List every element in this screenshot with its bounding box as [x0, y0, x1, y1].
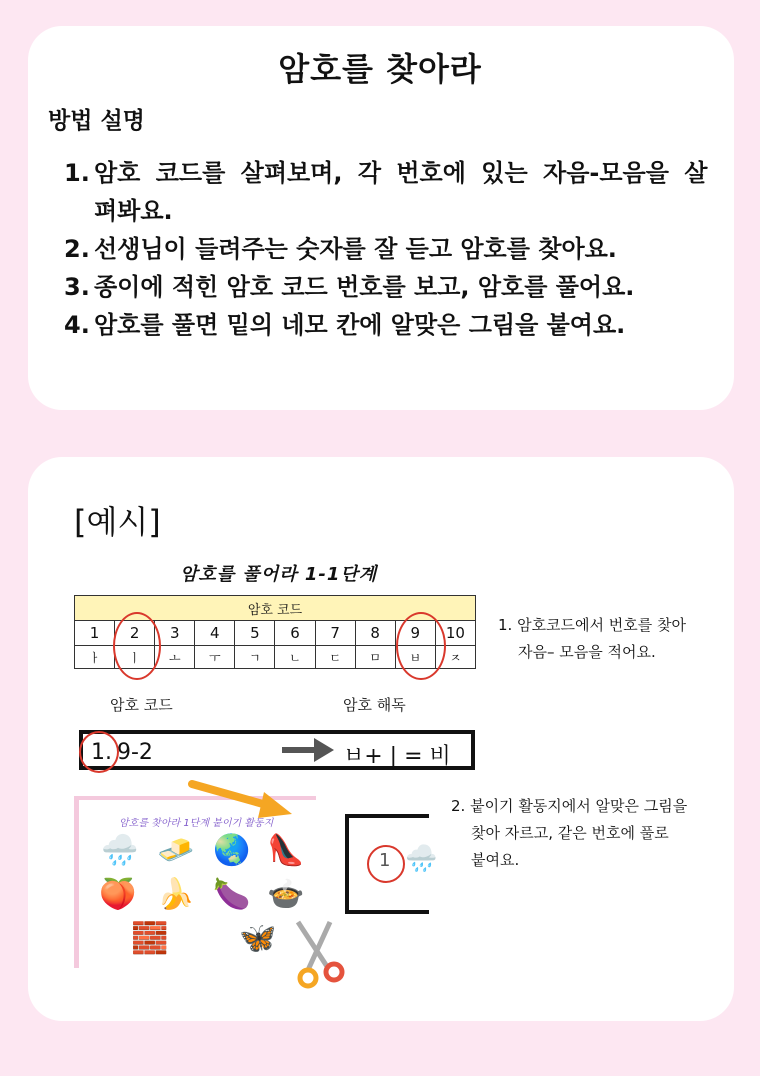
note-line: 붙여요.	[471, 851, 520, 869]
high-heel-icon: 👠	[267, 833, 305, 868]
steps-list	[64, 154, 724, 344]
banana-icon: 🍌	[157, 877, 195, 912]
gray-arrow-icon	[280, 735, 336, 765]
butterfly-icon: 🦋	[239, 921, 277, 956]
step-number: 4.	[64, 311, 90, 339]
rain-cloud-icon: 🌧️	[101, 833, 139, 868]
note-line: 1. 암호코드에서 번호를 찾아	[498, 616, 687, 634]
code-number: 3	[155, 621, 195, 646]
highlight-circle-9	[396, 612, 446, 680]
code-number: 7	[315, 621, 355, 646]
tofu-icon: 🧈	[157, 833, 195, 868]
code-jamo: ㅜ	[195, 646, 235, 669]
step-number: 2.	[64, 235, 90, 263]
example-label: [예시]	[74, 503, 161, 541]
eggplant-icon: 🍆	[213, 877, 251, 912]
example-code: 9-2	[117, 740, 153, 765]
note-line: 2. 붙이기 활동지에서 알맞은 그림을	[451, 797, 688, 815]
highlight-circle-example	[79, 731, 119, 773]
note-1	[498, 612, 686, 666]
rain-cloud-icon: 🌧️	[405, 844, 438, 874]
brick-icon: 🧱	[131, 921, 169, 956]
box-number: 1	[379, 850, 391, 871]
code-jamo: ㅈ	[435, 646, 475, 669]
code-number: 9	[395, 621, 435, 646]
method-heading: 방법 설명	[48, 108, 145, 134]
highlight-circle-2	[113, 612, 161, 680]
code-number: 10	[435, 621, 475, 646]
step-item	[64, 306, 724, 344]
step-text: 암호 코드를 살펴보며, 각 번호에 있는 자음-모음을 살펴봐요.	[94, 159, 708, 225]
step-number: 1.	[64, 159, 90, 187]
code-number: 4	[195, 621, 235, 646]
step-item	[64, 268, 724, 306]
code-number: 1	[75, 621, 115, 646]
soup-icon: 🍲	[267, 877, 305, 912]
page-title: 암호를 찾아라	[278, 50, 482, 88]
code-number: 8	[355, 621, 395, 646]
step-text: 선생님이 들려주는 숫자를 잘 듣고 암호를 찾아요.	[94, 235, 617, 263]
code-table-header: 암호 코드	[75, 596, 476, 621]
note-line: 찾아 자르고, 같은 번호에 풀로	[471, 824, 669, 842]
code-jamo: ㅁ	[355, 646, 395, 669]
example-result: ㅂ+ | = 비	[343, 744, 451, 769]
globe-icon: 🌏	[213, 833, 251, 868]
code-jamo: ㄷ	[315, 646, 355, 669]
label-decode: 암호 해독	[343, 696, 406, 714]
code-number: 6	[275, 621, 315, 646]
code-jamo: ㅣ	[115, 646, 155, 669]
code-number: 5	[235, 621, 275, 646]
orange-arrow-icon	[186, 776, 296, 824]
code-jamo: ㅏ	[75, 646, 115, 669]
code-jamo: ㄴ	[275, 646, 315, 669]
note-line: 자음– 모음을 적어요.	[518, 643, 656, 661]
code-jamo: ㅗ	[155, 646, 195, 669]
code-number: 2	[115, 621, 155, 646]
step-number: 3.	[64, 273, 90, 301]
note-2	[451, 793, 687, 874]
plum-icon: 🍑	[99, 877, 137, 912]
step-item	[64, 230, 724, 268]
puzzle-title: 암호를 풀어라 1-1단계	[180, 564, 378, 585]
step-text: 종이에 적힌 암호 코드 번호를 보고, 암호를 풀어요.	[94, 273, 635, 301]
step-item	[64, 154, 724, 230]
sheet-title: 암호를 찾아라 1단계 붙이기 활동지	[119, 818, 274, 829]
code-jamo: ㄱ	[235, 646, 275, 669]
example-bar	[79, 730, 475, 770]
scissors-icon	[290, 916, 350, 992]
step-text: 암호를 풀면 밑의 네모 칸에 알맞은 그림을 붙여요.	[94, 311, 626, 339]
label-code: 암호 코드	[110, 696, 173, 714]
example-number: 1.	[91, 740, 112, 765]
code-jamo: ㅂ	[395, 646, 435, 669]
